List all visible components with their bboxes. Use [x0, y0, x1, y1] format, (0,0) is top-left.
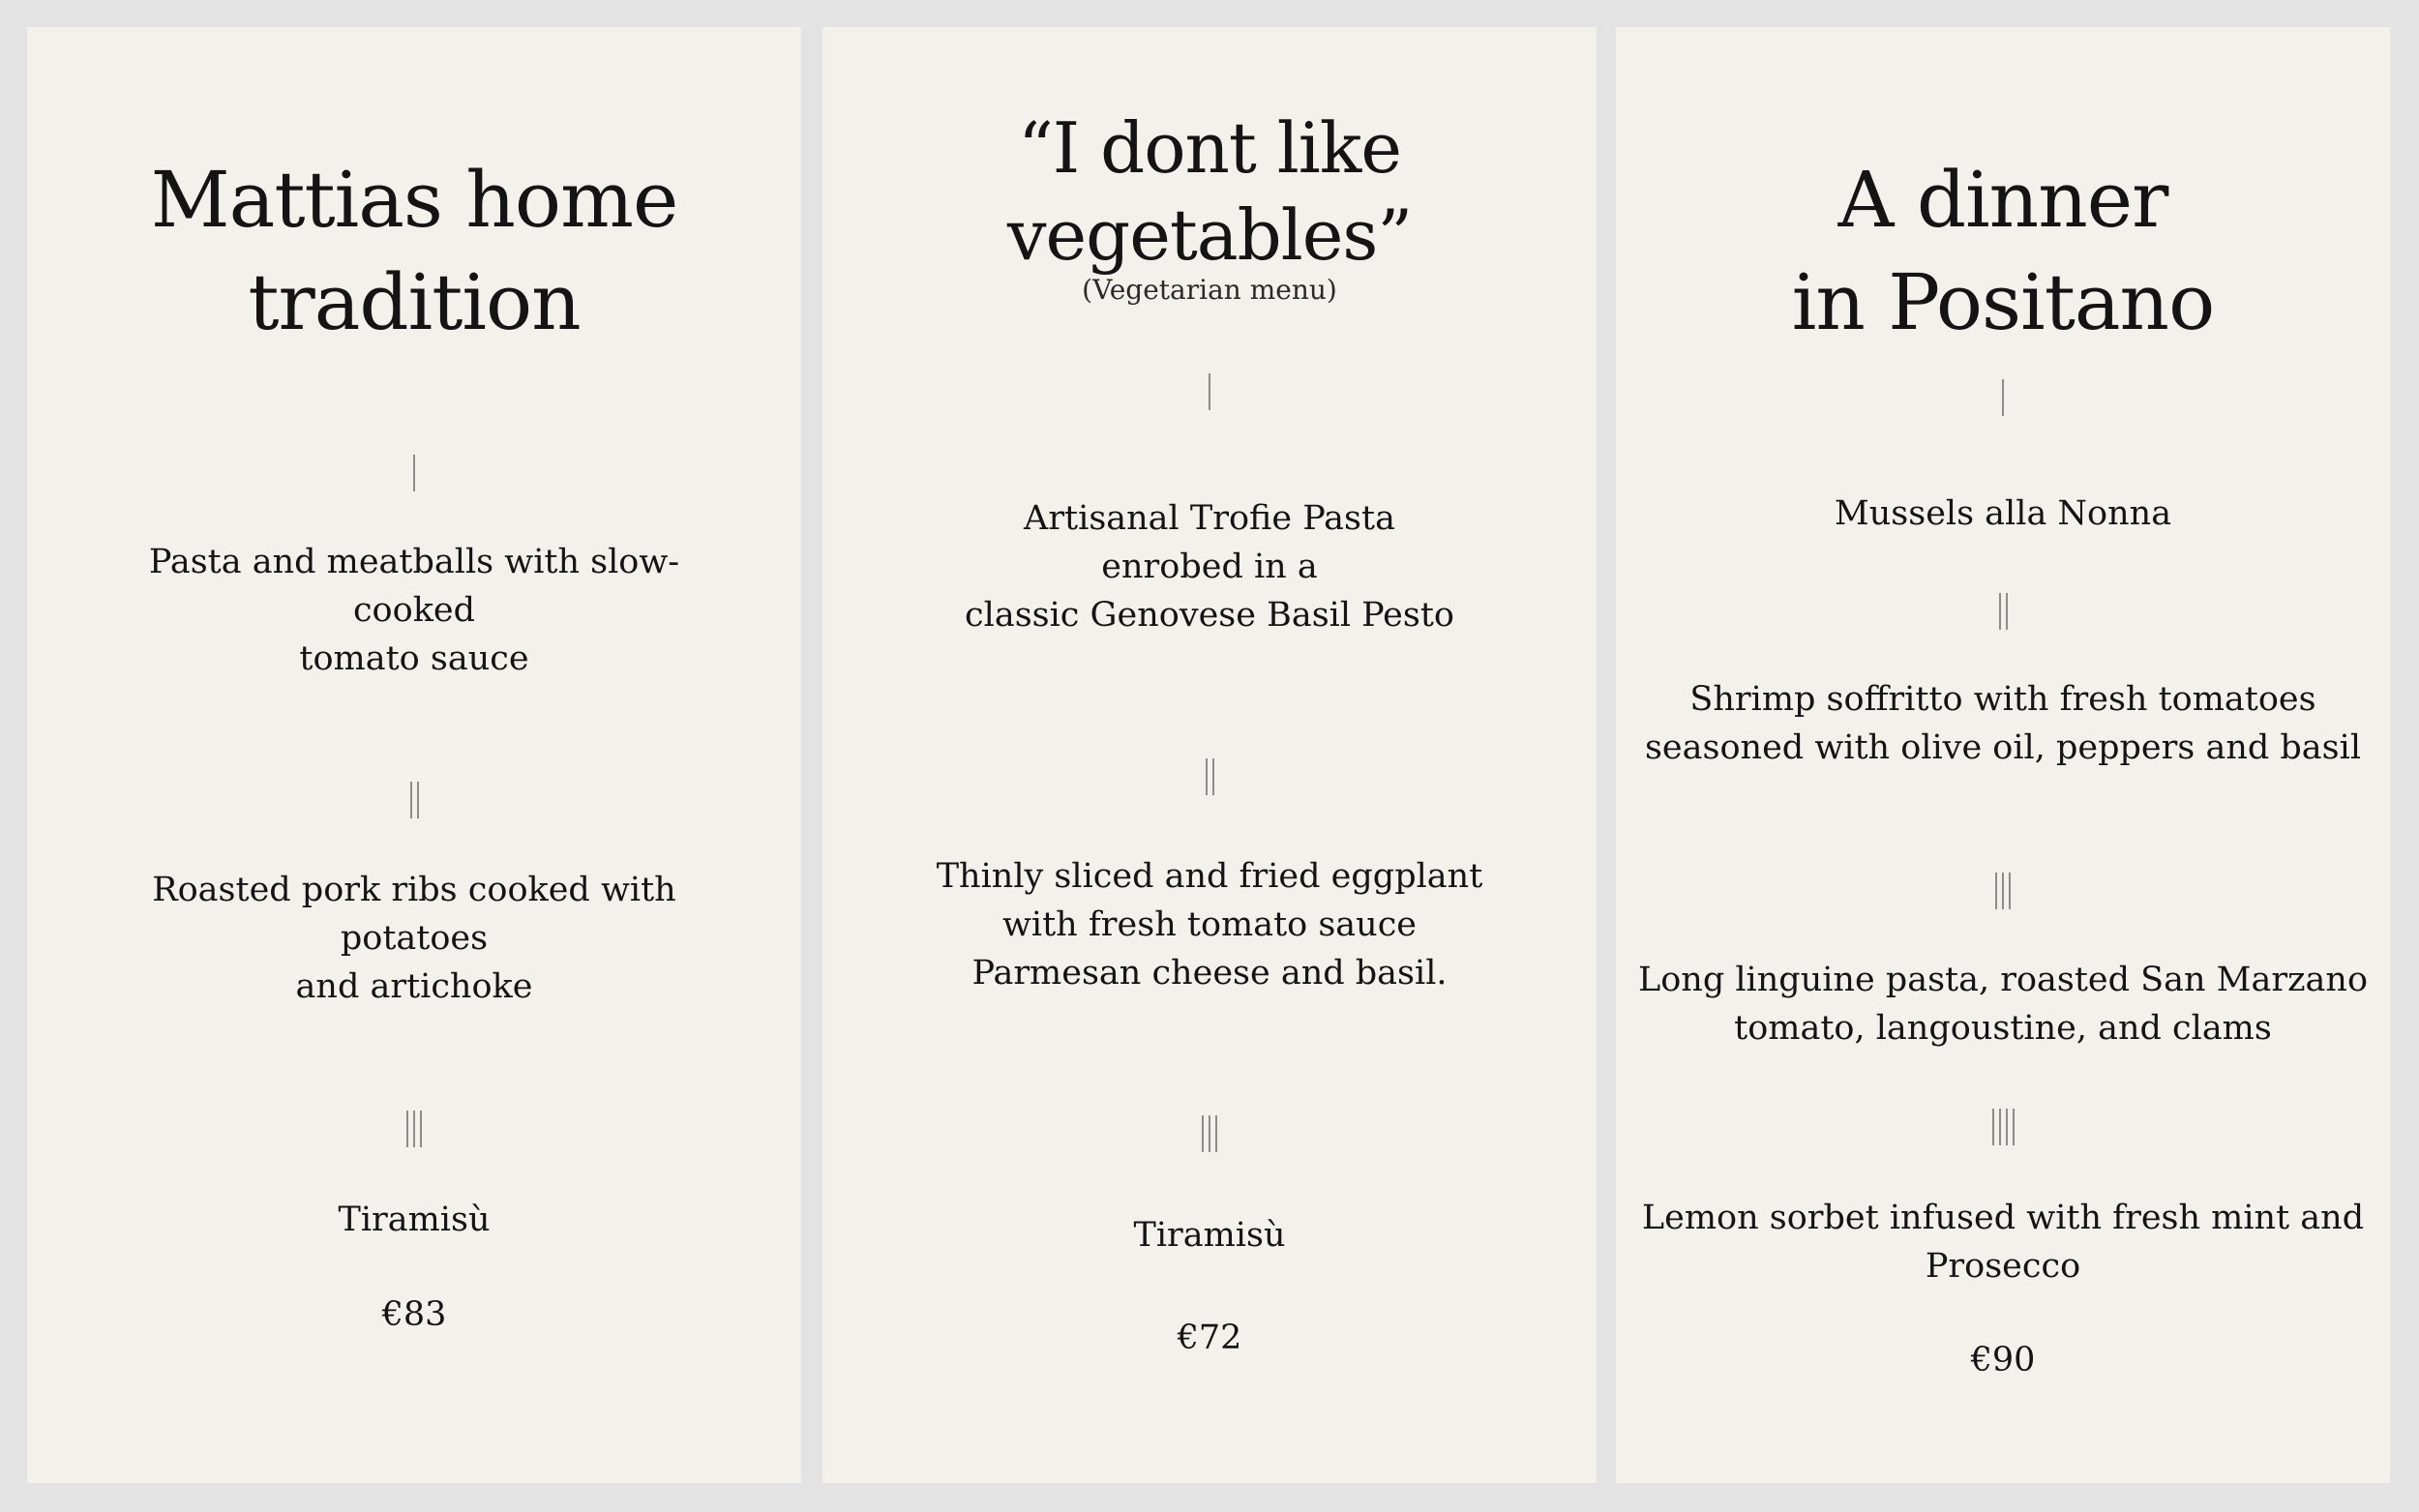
menu-subtitle: (Vegetarian menu)	[1082, 274, 1337, 306]
course-divider-3	[1616, 873, 2390, 909]
course-divider-2	[1616, 593, 2390, 630]
course-divider-4	[1616, 1109, 2390, 1145]
course-divider-3	[822, 1115, 1597, 1152]
menu-title: “I dont like vegetables”	[1006, 107, 1413, 276]
course-divider-1	[27, 455, 801, 491]
menu-card-vegetarian	[822, 27, 1597, 1483]
course-1: Mussels alla Nonna	[1834, 494, 2172, 533]
course-1: Artisanal Trofie Pasta enrobed in a classic Genovese Basil Pesto	[965, 499, 1454, 635]
menu-title: A dinner in Positano	[1791, 155, 2215, 347]
menu-price: €72	[1177, 1319, 1242, 1357]
course-divider-3	[27, 1111, 801, 1147]
menu-card-mattias	[27, 27, 801, 1483]
menu-title: Mattias home tradition	[150, 155, 678, 347]
course-divider-1	[822, 373, 1597, 410]
course-3: Long linguine pasta, roasted San Marzano tomato, langoustine, and clams	[1637, 961, 2369, 1048]
menu-card-positano	[1616, 27, 2390, 1483]
menu-price: €90	[1970, 1341, 2036, 1379]
course-divider-1	[1616, 379, 2390, 416]
course-3: Tiramisù	[338, 1201, 491, 1239]
course-3: Tiramisù	[1133, 1216, 1286, 1255]
menu-price: €83	[381, 1295, 447, 1334]
course-divider-2	[822, 758, 1597, 795]
course-2: Shrimp soffritto with fresh tomatoes seasoned with olive oil, peppers and basil	[1644, 680, 2362, 767]
course-1: Pasta and meatballs with slow- cooked tomato sauce	[148, 543, 680, 678]
course-2: Thinly sliced and fried eggplant with fresh tomato sauce Parmesan cheese and basil.	[936, 857, 1483, 993]
course-divider-2	[27, 782, 801, 818]
course-4: Lemon sorbet infused with fresh mint and Prosecco	[1641, 1199, 2365, 1286]
course-2: Roasted pork ribs cooked with potatoes and artichoke	[152, 871, 676, 1006]
